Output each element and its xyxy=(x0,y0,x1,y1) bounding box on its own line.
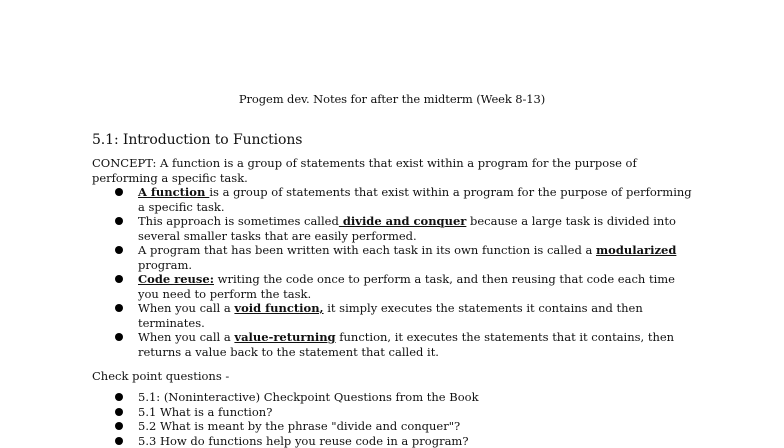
concept-paragraph: CONCEPT: A function is a group of statements that exist within a program for the purpose of performing a specific task. xyxy=(92,156,692,185)
key-term: modularized xyxy=(596,243,676,257)
bullet-icon xyxy=(115,393,123,401)
bullet-icon xyxy=(115,422,123,430)
list-item: When you call a value-returning function, it executes the statements that it contains, then returns a value back to the statement that called it. xyxy=(0,330,698,359)
bullet-icon xyxy=(115,333,123,341)
checkpoint-list xyxy=(0,390,784,448)
bullet-icon xyxy=(115,304,123,312)
key-term: divide and conquer xyxy=(339,214,467,228)
key-term: void function, xyxy=(234,301,323,315)
checkpoint-label: Check point questions - xyxy=(92,369,692,384)
section-heading: 5.1: Introduction to Functions xyxy=(92,132,302,148)
concept-bullet-list xyxy=(0,185,784,359)
bullet-icon xyxy=(115,246,123,254)
key-term: value-returning xyxy=(234,330,335,344)
bullet-icon xyxy=(115,217,123,225)
key-term: Code reuse: xyxy=(138,272,214,286)
list-item: When you call a void function, it simply executes the statements it contains and then terminates. xyxy=(0,301,698,330)
list-item: This approach is sometimes called divide and conquer because a large task is divided into several smaller tasks that are easily performed. xyxy=(0,214,698,243)
bullet-icon xyxy=(115,188,123,196)
list-item: 5.1: (Noninteractive) Checkpoint Questions from the Book xyxy=(0,390,698,405)
key-term: A function xyxy=(138,185,209,199)
list-item: A function is a group of statements that exist within a program for the purpose of performing a specific task. xyxy=(0,185,698,214)
list-item: 5.1 What is a function? xyxy=(0,405,698,420)
list-item: 5.2 What is meant by the phrase "divide and conquer"? xyxy=(0,419,698,434)
bullet-icon xyxy=(115,408,123,416)
bullet-icon xyxy=(115,275,123,283)
document-title: Progem dev. Notes for after the midterm (Week 8-13) xyxy=(0,92,784,106)
list-item: 5.3 How do functions help you reuse code in a program? xyxy=(0,434,698,448)
list-item: A program that has been written with each task in its own function is called a modularized program. xyxy=(0,243,698,272)
list-item: Code reuse: writing the code once to perform a task, and then reusing that code each time you need to perform the task. xyxy=(0,272,698,301)
